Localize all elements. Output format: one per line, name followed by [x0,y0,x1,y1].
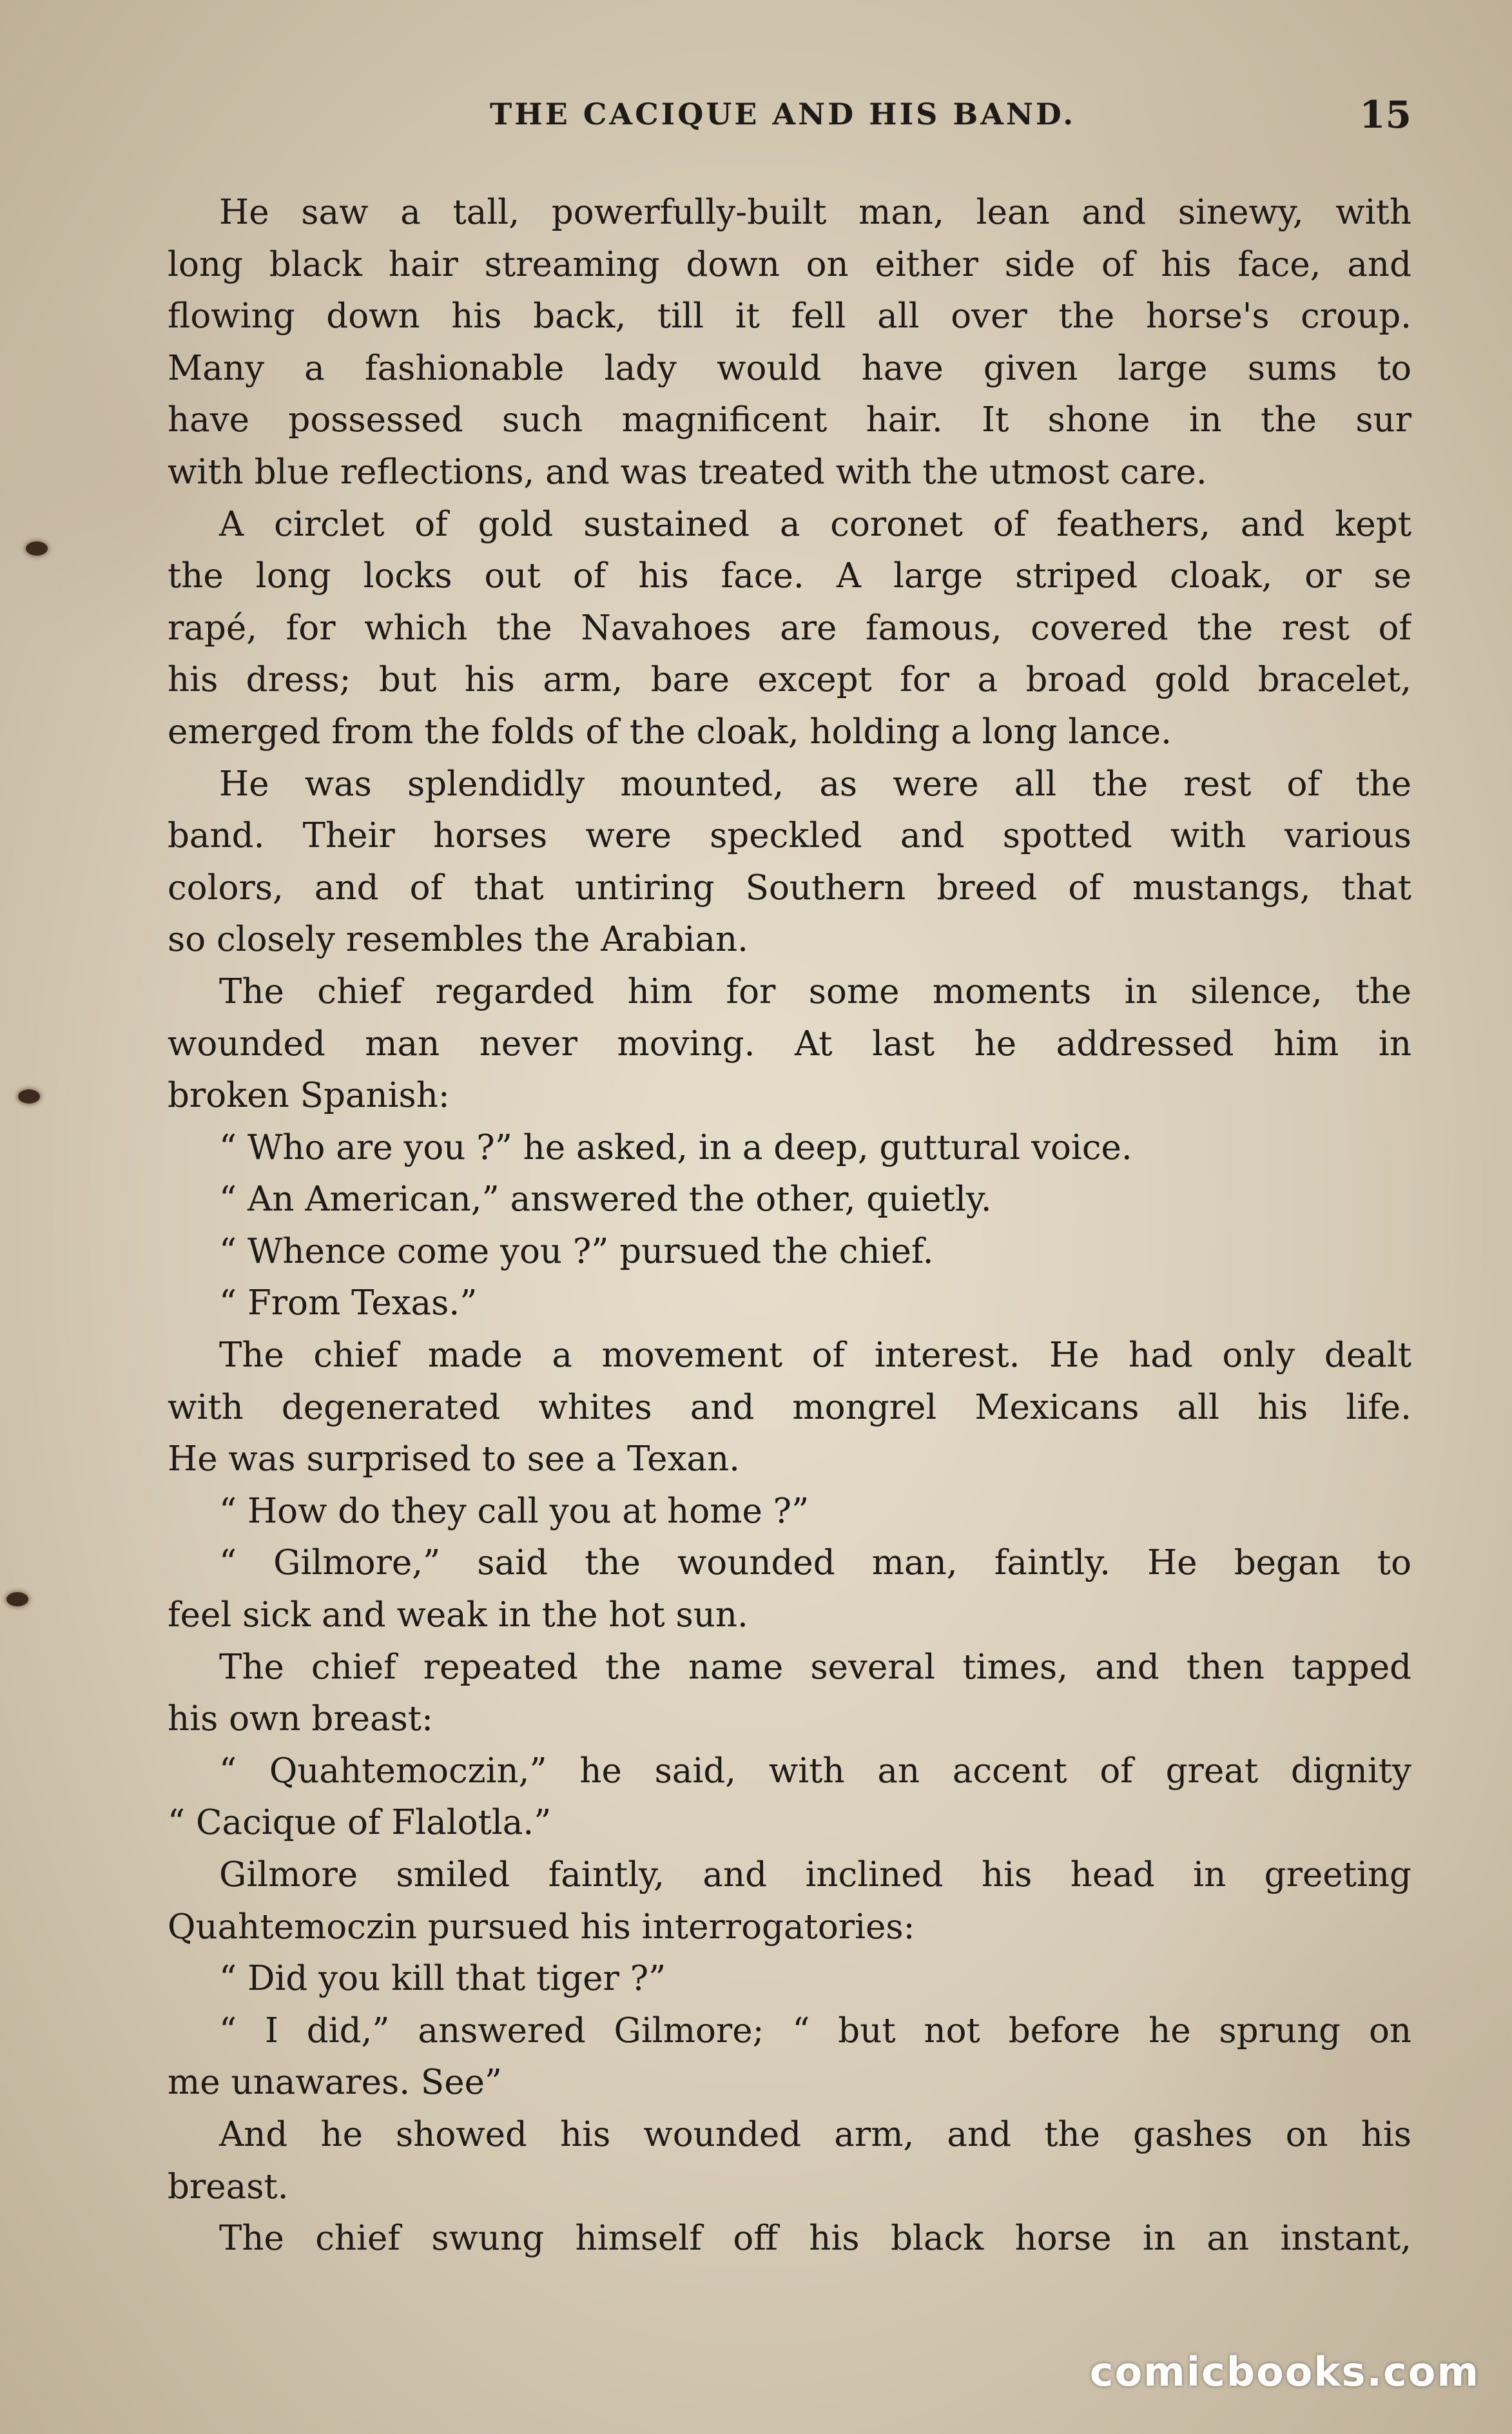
text-line: He saw a tall, powerfully-built man, lean and sinewy, with [219,193,1411,232]
text-line: band. Their horses were speckled and spotted with various [168,816,1411,856]
text-line: The chief regarded him for some moments in silence, the [219,971,1411,1011]
text-line: Gilmore smiled faintly, and inclined his head in greeting [219,1855,1411,1894]
page-number: 15 [1359,93,1411,137]
page-header [168,93,1411,148]
text-line: Quahtemoczin pursued his interrogatories: [168,1907,915,1947]
text-line: so closely resembles the Arabian. [168,920,748,960]
text-line: The chief swung himself off his black horse in an instant, [219,2219,1411,2259]
text-line: have possessed such magnificent hair. It shone in the sur [168,400,1411,440]
text-line: Many a fashionable lady would have given large sums to [168,348,1411,388]
text-line: breast. [168,2166,289,2206]
text-line: “ Quahtemoczin,” he said, with an accent of great dignity [219,1751,1411,1791]
text-line: his own breast: [168,1699,433,1739]
watermark: comicbooks.com [1089,2348,1480,2395]
text-line: rapé, for which the Navahoes are famous, covered the rest of [168,608,1411,648]
text-line: emerged from the folds of the cloak, holding a long lance. [168,712,1172,752]
text-line: “ Who are you ?” he asked, in a deep, guttural voice. [219,1127,1132,1167]
text-line: flowing down his back, till it fell all over the horse's croup. [168,297,1411,336]
text-line: A circlet of gold sustained a coronet of feathers, and kept [219,504,1411,544]
text-line: feel sick and weak in the hot sun. [168,1595,748,1635]
text-line: “ Gilmore,” said the wounded man, faintly. He began to [219,1543,1411,1583]
text-line: “ An American,” answered the other, quietly. [219,1180,992,1220]
text-line: wounded man never moving. At last he addressed him in [168,1024,1411,1064]
worm-hole-mark [6,1592,28,1606]
text-line: the long locks out of his face. A large striped cloak, or se [168,556,1411,596]
text-line: “ Cacique of Flalotla.” [168,1803,552,1843]
text-line: his dress; but his arm, bare except for a broad gold bracelet, [168,660,1411,700]
text-line: “ Whence come you ?” pursued the chief. [219,1231,934,1271]
text-line: The chief repeated the name several times, and then tapped [219,1647,1411,1687]
text-line: “ From Texas.” [219,1283,478,1323]
text-line: me unawares. See” [168,2063,503,2103]
text-line: “ Did you kill that tiger ?” [219,1959,666,1999]
text-line: He was surprised to see a Texan. [168,1439,741,1479]
worm-hole-mark [26,541,48,556]
text-line: colors, and of that untiring Southern breed of mustangs, that [168,868,1411,908]
text-line: with blue reflections, and was treated with the utmost care. [168,452,1207,492]
text-line: broken Spanish: [168,1076,450,1116]
text-line: with degenerated whites and mongrel Mexicans all his life. [168,1387,1411,1427]
text-line: “ I did,” answered Gilmore; “ but not before he sprung on [219,2010,1411,2050]
text-line: long black hair streaming down on either side of his face, and [168,244,1411,284]
text-line: “ How do they call you at home ?” [219,1491,809,1531]
text-line: And he showed his wounded arm, and the gashes on his [219,2114,1411,2154]
body-text [168,187,1411,2265]
text-line: He was splendidly mounted, as were all the rest of the [219,764,1411,804]
running-head: THE CACIQUE AND HIS BAND. [490,97,1076,131]
text-line: The chief made a movement of interest. He had only dealt [219,1336,1411,1376]
worm-hole-mark [18,1089,40,1104]
